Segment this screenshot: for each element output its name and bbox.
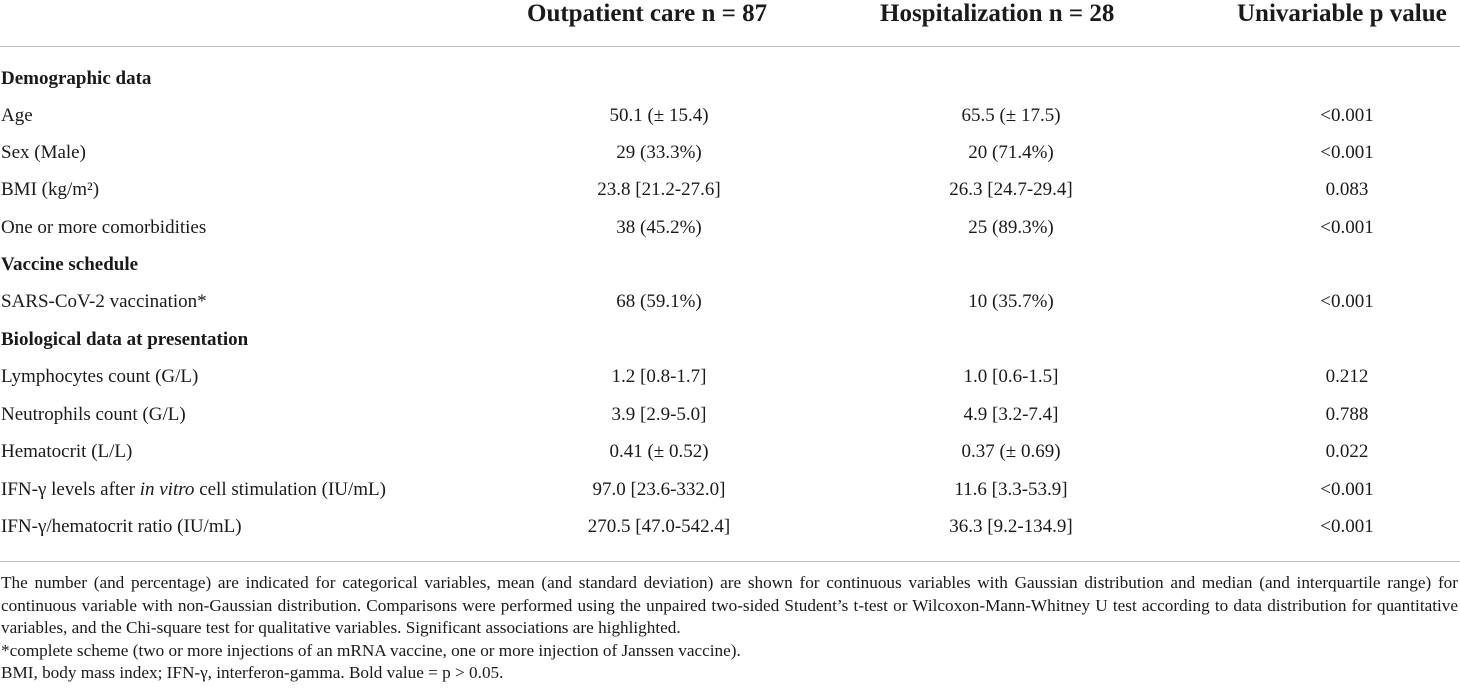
hospital-value: 11.6 [3.3-53.9]: [954, 479, 1068, 500]
table-row: [0, 134, 1460, 171]
hospital-value: 10 (35.7%): [968, 291, 1054, 312]
outpatient-value: 1.2 [0.8-1.7]: [611, 366, 707, 387]
outpatient-value: 270.5 [47.0-542.4]: [587, 516, 731, 537]
section-label: Vaccine schedule: [1, 254, 139, 275]
table-row: [0, 283, 1460, 320]
row-label: Hematocrit (L/L): [1, 441, 133, 462]
p-value: <0.001: [1320, 217, 1374, 238]
table-bottom-rule: [0, 561, 1460, 562]
section-row: [0, 321, 1460, 358]
p-value: <0.001: [1320, 479, 1374, 500]
table-row: [0, 508, 1460, 545]
outpatient-value: 29 (33.3%): [616, 142, 702, 163]
row-label: [1, 471, 386, 508]
hospital-value: 4.9 [3.2-7.4]: [963, 404, 1059, 425]
table-header: [0, 0, 1460, 47]
row-label-suffix: cell stimulation (IU/mL): [194, 479, 386, 500]
p-value: 0.083: [1325, 179, 1369, 200]
hospital-value: 36.3 [9.2-134.9]: [949, 516, 1073, 537]
table-row: [0, 97, 1460, 134]
row-label: SARS-CoV-2 vaccination*: [1, 291, 207, 312]
table-row: [0, 171, 1460, 208]
row-label: One or more comorbidities: [1, 217, 207, 238]
table-row: [0, 396, 1460, 433]
p-value: <0.001: [1320, 105, 1374, 126]
row-label: IFN-γ/hematocrit ratio (IU/mL): [1, 516, 242, 537]
section-label: Biological data at presentation: [1, 329, 249, 350]
hospital-value: 20 (71.4%): [968, 142, 1054, 163]
row-label: Neutrophils count (G/L): [1, 404, 186, 425]
hospital-value: 26.3 [24.7-29.4]: [949, 179, 1073, 200]
outpatient-value: 0.41 (± 0.52): [609, 441, 709, 462]
footnote-methods: The number (and percentage) are indicated for categorical variables, mean (and standard deviation) are shown for continuous variables with Gaussian distribution and median (and interquartile range) for continuous variable with non-Gaussian distribution. Comparisons were performed using the unpaired two-sided Student’s t-test or Wilcoxon-Mann-Whitney U test according to data distribution for quantitative variables, and the Chi-square test for qualitative variables. Significant associations are highlighted.: [1, 573, 1458, 637]
hospital-value: 0.37 (± 0.69): [961, 441, 1061, 462]
table-row: [0, 433, 1460, 470]
outpatient-value: 23.8 [21.2-27.6]: [597, 179, 721, 200]
hospital-value: 25 (89.3%): [968, 217, 1054, 238]
row-label: Age: [1, 105, 33, 126]
header-outpatient: Outpatient care n = 87: [527, 0, 768, 27]
p-value: <0.001: [1320, 516, 1374, 537]
section-row: [0, 60, 1460, 97]
outpatient-value: 68 (59.1%): [616, 291, 702, 312]
outpatient-value: 3.9 [2.9-5.0]: [611, 404, 707, 425]
row-label-prefix: IFN-γ levels after: [1, 479, 140, 500]
row-label: Sex (Male): [1, 142, 86, 163]
footnote-abbreviations: BMI, body mass index; IFN-γ, interferon-gamma. Bold value = p > 0.05.: [1, 663, 504, 682]
row-label: BMI (kg/m²): [1, 179, 100, 200]
outpatient-value: 50.1 (± 15.4): [609, 105, 709, 126]
outpatient-value: 97.0 [23.6-332.0]: [592, 479, 726, 500]
row-label: Lymphocytes count (G/L): [1, 366, 199, 387]
hospital-value: 65.5 (± 17.5): [961, 105, 1061, 126]
p-value: 0.022: [1325, 441, 1369, 462]
section-row: [0, 246, 1460, 283]
table-row: [0, 358, 1460, 395]
p-value: <0.001: [1320, 142, 1374, 163]
header-hospitalization: Hospitalization n = 28: [880, 0, 1115, 27]
hospital-value: 1.0 [0.6-1.5]: [963, 366, 1059, 387]
table-row: [0, 209, 1460, 246]
p-value: 0.212: [1325, 366, 1369, 387]
table-footnotes: [1, 572, 1458, 685]
p-value: 0.788: [1325, 404, 1369, 425]
p-value: <0.001: [1320, 291, 1374, 312]
outpatient-value: 38 (45.2%): [616, 217, 702, 238]
header-p-value: Univariable p value: [1237, 0, 1447, 27]
row-label-italic: in vitro: [139, 479, 195, 500]
table-row: [0, 471, 1460, 508]
section-label: Demographic data: [1, 68, 152, 89]
footnote-asterisk: *complete scheme (two or more injections of an mRNA vaccine, one or more injection of Janssen vaccine).: [1, 640, 741, 660]
